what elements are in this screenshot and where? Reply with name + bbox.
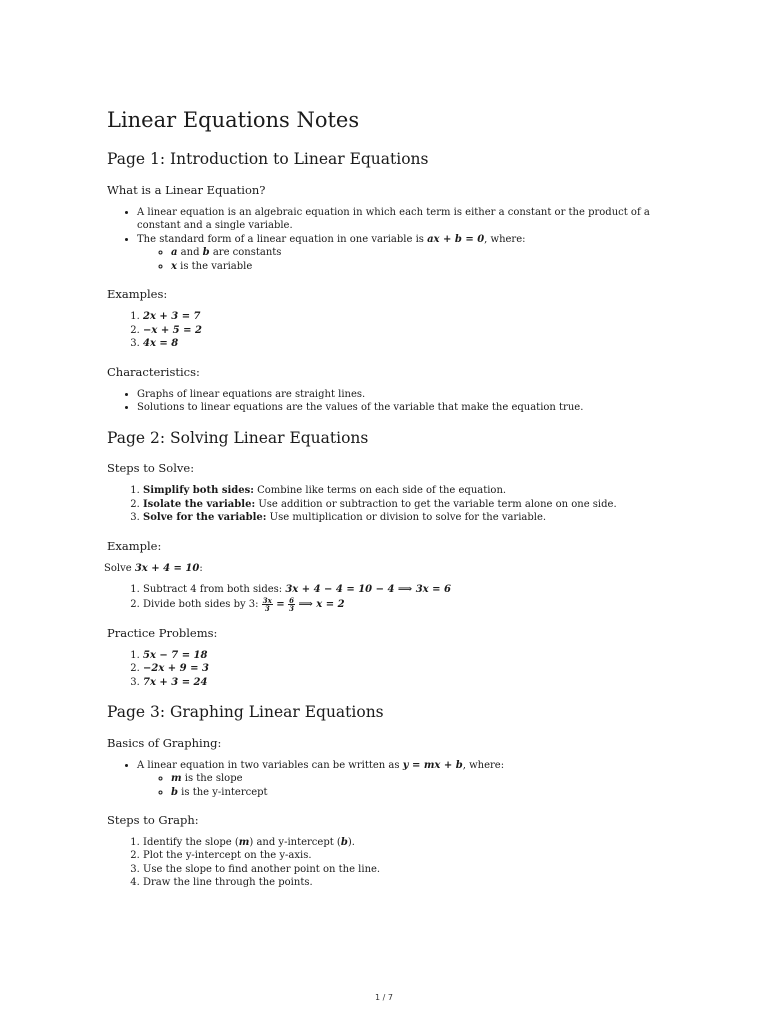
math-b: b — [202, 247, 210, 259]
text: Combine like terms on each side of the equation. — [253, 485, 507, 497]
subheading-examples: Examples: — [107, 287, 168, 302]
text: are constants — [209, 247, 282, 259]
list-item — [143, 310, 667, 324]
list-item — [171, 772, 667, 786]
subheading-characteristics: Characteristics: — [107, 364, 200, 379]
text: : — [199, 562, 203, 574]
list-item — [143, 583, 667, 597]
text: is the slope — [181, 773, 243, 785]
math-example: 2x + 3 = 7 — [143, 311, 201, 323]
definition-list — [107, 206, 667, 274]
list-item — [143, 324, 667, 338]
list-item — [137, 233, 667, 274]
math-step: 3x + 4 − 4 = 10 − 4 ⟹ 3x = 6 — [285, 584, 451, 596]
sub-list — [137, 246, 667, 273]
math-practice: −2x + 9 = 3 — [143, 663, 209, 674]
fraction-numerator: 6 — [289, 595, 294, 605]
math-m: m — [171, 773, 182, 785]
text: Divide both sides by 3: — [143, 598, 262, 610]
text: The standard form of a linear equation in one variable is — [137, 233, 428, 245]
list-item — [143, 836, 667, 850]
list-item — [143, 676, 667, 690]
section-heading-page2: Page 2: Solving Linear Equations — [107, 428, 369, 447]
fraction — [288, 597, 295, 612]
math-equals: = — [272, 598, 289, 610]
list-item: 2. Plot the y-intercept on the y-axis. — [143, 849, 667, 863]
characteristics-list — [107, 388, 667, 415]
subheading-steps-to-solve: Steps to Solve: — [107, 461, 195, 476]
list-item — [143, 484, 667, 498]
text: and — [177, 247, 203, 259]
list-item: 4. Draw the line through the points. — [143, 876, 667, 890]
list-item — [171, 260, 667, 274]
sub-list — [137, 772, 667, 799]
text: , where: — [484, 233, 526, 245]
subheading-steps-to-graph: Steps to Graph: — [107, 813, 199, 828]
math-practice: 5x − 7 = 18 — [143, 649, 208, 661]
list-item: 3. Use the slope to find another point on the line. — [143, 863, 667, 877]
list-item — [143, 511, 667, 525]
example-steps-list — [107, 583, 667, 612]
step-label: Simplify both sides: — [143, 485, 254, 497]
list-item — [143, 597, 667, 612]
list-item — [137, 759, 667, 800]
section-heading-page1: Page 1: Introduction to Linear Equations — [107, 150, 429, 169]
list-item: • Graphs of linear equations are straight lines. — [137, 388, 667, 402]
text: is the y-intercept — [178, 786, 268, 798]
text: Identify the slope ( — [143, 836, 239, 848]
math-b: b — [340, 836, 348, 848]
practice-list — [107, 649, 667, 690]
text: A linear equation in two variables can be written as — [137, 759, 403, 771]
text: ) and y-intercept ( — [249, 836, 341, 848]
subheading-example: Example: — [107, 538, 162, 553]
math-b: b — [171, 786, 178, 798]
fraction — [262, 597, 273, 612]
steps-list — [107, 484, 667, 525]
text: Use addition or subtraction to get the variable term alone on one side. — [255, 498, 617, 510]
math-example: −x + 5 = 2 — [143, 324, 202, 336]
list-item — [171, 786, 667, 800]
fraction-numerator: 3x — [262, 595, 272, 605]
step-label: Isolate the variable: — [143, 498, 256, 510]
text: Use multiplication or division to solve for the variable. — [266, 512, 547, 524]
document-page — [104, 108, 667, 904]
list-item — [143, 337, 667, 351]
step-label: Solve for the variable: — [143, 512, 267, 524]
text: Solve — [104, 562, 135, 574]
examples-list — [107, 310, 667, 351]
math-standard-form: ax + b = 0 — [427, 233, 485, 245]
math-practice: 7x + 3 = 24 — [143, 676, 208, 688]
math-slope-intercept: y = mx + b — [402, 759, 463, 771]
text: ). — [347, 836, 355, 848]
fraction-denominator: 3 — [264, 603, 270, 613]
math-a: a — [171, 247, 178, 259]
fraction-denominator: 3 — [289, 603, 294, 613]
subheading-basics: Basics of Graphing: — [107, 735, 222, 750]
list-item: • Solutions to linear equations are the values of the variable that make the equation true. — [137, 401, 667, 415]
math-step: ⟹ x = 2 — [295, 598, 345, 610]
math-m: m — [238, 836, 250, 848]
text: is the variable — [176, 260, 253, 272]
text: Subtract 4 from both sides: — [143, 584, 286, 596]
math-example: 4x = 8 — [143, 338, 179, 350]
list-item — [143, 662, 667, 676]
text: , where: — [462, 759, 505, 771]
section-heading-page3: Page 3: Graphing Linear Equations — [107, 703, 384, 721]
math-solve: 3x + 4 = 10 — [134, 562, 200, 574]
subheading-practice: Practice Problems: — [107, 625, 218, 640]
list-item — [143, 649, 667, 663]
document-title: Linear Equations Notes — [107, 108, 360, 132]
math-x: x — [171, 260, 177, 272]
page-number: 1 / 7 — [375, 993, 393, 1002]
solve-line — [104, 562, 667, 576]
subheading-what-is: What is a Linear Equation? — [107, 182, 266, 197]
list-item — [171, 246, 667, 260]
list-item: • A linear equation is an algebraic equation in which each term is either a constant or the product of a constant and a single variable. — [137, 206, 667, 233]
graph-steps-list — [107, 836, 667, 890]
basics-list — [107, 759, 667, 800]
list-item — [143, 498, 667, 512]
